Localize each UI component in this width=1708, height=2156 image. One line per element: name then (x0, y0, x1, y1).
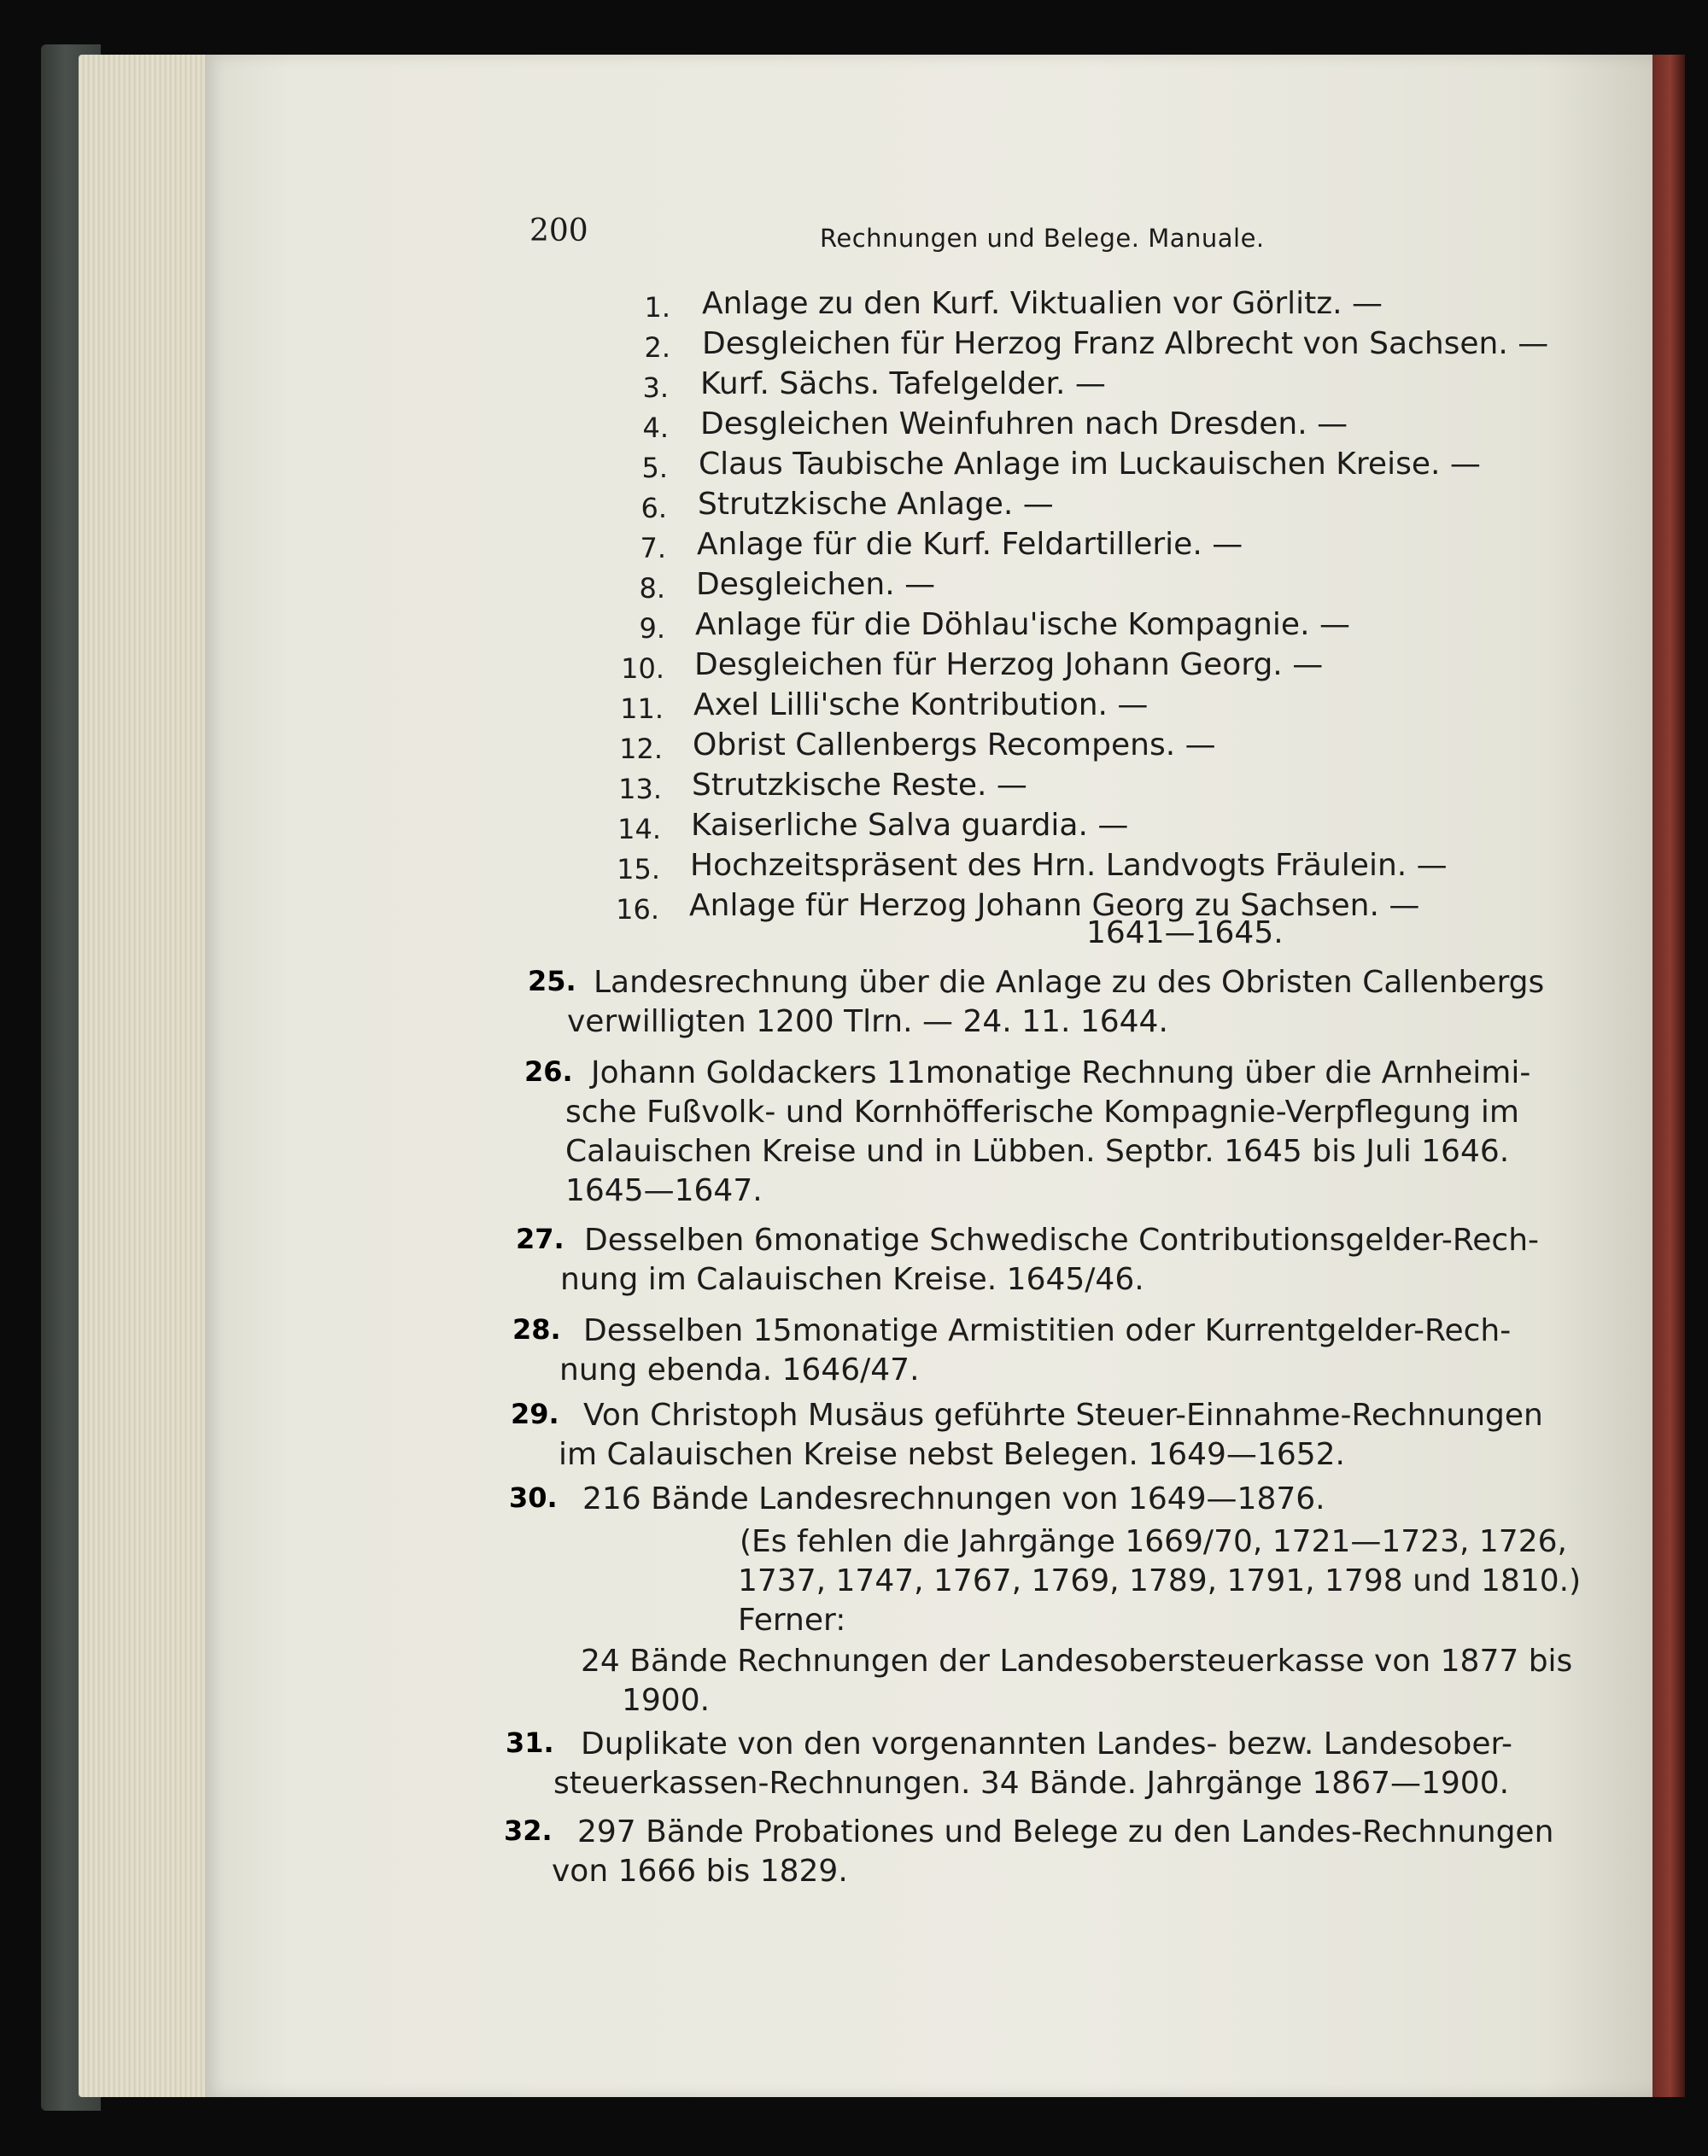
entry-number: 28. (512, 1313, 561, 1346)
item-number: 8. (639, 572, 665, 605)
entry-line: Von Christoph Musäus geführte Steuer-Einnahme-Rechnungen (583, 1398, 1543, 1433)
item-text: Desgleichen. — (696, 567, 936, 602)
item-text: Anlage zu den Kurf. Viktualien vor Görlitz. — (702, 286, 1383, 321)
entry-line: Duplikate von den vorgenannten Landes- bezw. Landesober- (581, 1727, 1513, 1762)
item-text: Kurf. Sächs. Tafelgelder. — (700, 366, 1106, 401)
entry-line: 216 Bände Landesrechnungen von 1649—1876. (582, 1481, 1325, 1516)
item-text: Anlage für die Kurf. Feldartillerie. — (697, 527, 1243, 562)
entry-note-line: (Es fehlen die Jahrgänge 1669/70, 1721—1723, 1726, (740, 1524, 1567, 1559)
item-number: 4. (642, 412, 669, 444)
page-number: 200 (529, 213, 588, 248)
item-number: 15. (617, 853, 660, 885)
item-text: Desgleichen Weinfuhren nach Dresden. — (700, 406, 1348, 441)
item-text: Anlage für Herzog Johann Georg zu Sachsen. — (689, 888, 1420, 923)
item-number: 9. (639, 612, 665, 645)
entry-number: 26. (524, 1055, 573, 1088)
item-text: Hochzeitspräsent des Hrn. Landvogts Fräulein. — (690, 848, 1448, 883)
entry-line: 1645—1647. (565, 1173, 763, 1208)
entry-line: im Calauischen Kreise nebst Belegen. 1649—1652. (559, 1437, 1345, 1472)
entry-line: 297 Bände Probationes und Belege zu den Landes-Rechnungen (577, 1814, 1554, 1849)
item-number: 6. (640, 492, 667, 524)
entry-number: 31. (506, 1727, 554, 1759)
item-number: 3. (642, 371, 669, 404)
entry-number: 30. (509, 1481, 558, 1514)
entry-number: 32. (504, 1814, 553, 1847)
entry-line: von 1666 bis 1829. (552, 1854, 848, 1889)
entry-line: nung ebenda. 1646/47. (559, 1353, 920, 1388)
entry-note-line: 1737, 1747, 1767, 1769, 1789, 1791, 1798 und 1810.) (738, 1563, 1582, 1598)
item-number: 2. (644, 331, 670, 364)
item-text: Desgleichen für Herzog Johann Georg. — (694, 647, 1324, 682)
entry-number: 27. (516, 1223, 564, 1255)
entry-line: 24 Bände Rechnungen der Landesobersteuerkasse von 1877 bis (581, 1644, 1573, 1679)
item-number: 7. (640, 532, 666, 564)
item-number: 10. (621, 652, 664, 685)
item-number: 5. (641, 452, 668, 484)
item-number: 11. (620, 692, 664, 725)
entry-line: Desselben 6monatige Schwedische Contributionsgelder-Rech- (584, 1223, 1540, 1258)
entry-note-line: Ferner: (738, 1603, 846, 1638)
entry-number: 29. (511, 1398, 559, 1430)
item-number: 12. (619, 733, 663, 765)
item-text: Strutzkische Anlage. — (698, 487, 1054, 522)
item-number: 16. (616, 893, 659, 926)
entry-number: 25. (528, 965, 576, 997)
entry-line: Desselben 15monatige Armistitien oder Kurrentgelder-Rech- (583, 1313, 1512, 1348)
item-text: Obrist Callenbergs Recompens. — (693, 727, 1216, 762)
running-head: Rechnungen und Belege. Manuale. (820, 224, 1265, 253)
adjacent-book-spine (1652, 55, 1685, 2097)
entry-line: Landesrechnung über die Anlage zu des Obristen Callenbergs (594, 965, 1545, 1000)
item-number: 13. (618, 773, 662, 805)
item-text: Claus Taubische Anlage im Luckauischen Kreise. — (699, 447, 1481, 482)
item-text: Anlage für die Döhlau'ische Kompagnie. — (695, 607, 1350, 642)
item-text: Kaiserliche Salva guardia. — (691, 808, 1129, 843)
entry-line: steuerkassen-Rechnungen. 34 Bände. Jahrgänge 1867—1900. (553, 1766, 1510, 1801)
entry-line: nung im Calauischen Kreise. 1645/46. (560, 1262, 1144, 1297)
item-text: Strutzkische Reste. — (692, 768, 1027, 803)
item-text: Desgleichen für Herzog Franz Albrecht von Sachsen. — (702, 326, 1549, 361)
item-number: 14. (617, 813, 661, 845)
entry-line: 1900. (622, 1683, 711, 1718)
entry-line: sche Fußvolk- und Kornhöfferische Kompagnie-Verpflegung im (565, 1095, 1519, 1130)
entry-line: verwilligten 1200 Tlrn. — 24. 11. 1644. (567, 1004, 1168, 1039)
item-text: Axel Lilli'sche Kontribution. — (693, 687, 1149, 722)
entry-line: Johann Goldackers 11monatige Rechnung über die Arnheimi- (591, 1055, 1531, 1090)
date-range: 1641—1645. (1086, 915, 1284, 950)
entry-line: Calauischen Kreise und in Lübben. Septbr. 1645 bis Juli 1646. (565, 1134, 1510, 1169)
item-number: 1. (644, 291, 670, 324)
